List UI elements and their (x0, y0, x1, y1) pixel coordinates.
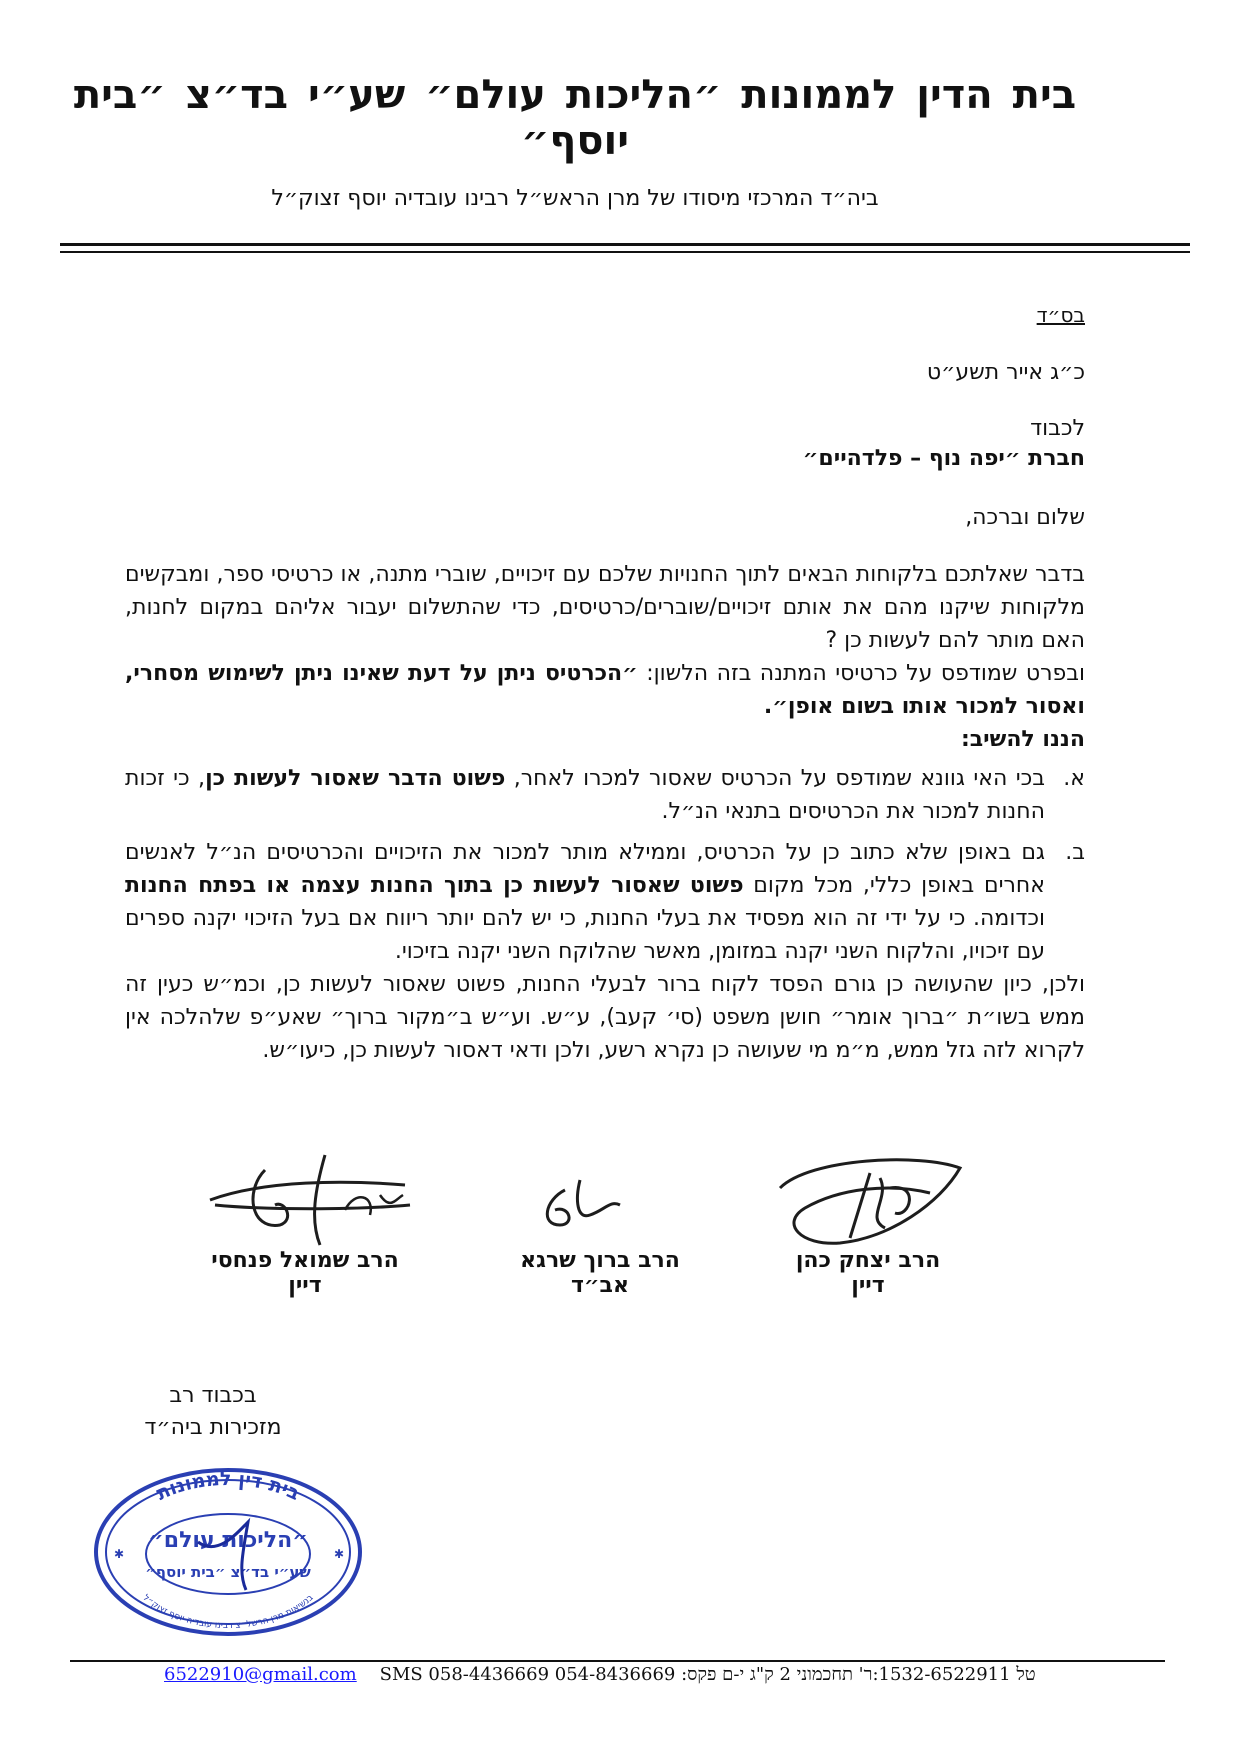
star-icon: ✱ (334, 1547, 345, 1561)
signer-name: הרב שמואל פנחסי (211, 1248, 399, 1273)
closing-block (118, 1380, 308, 1444)
court-subtitle: ביה״ד המרכזי מיסודו של מרן הראש״ל רבינו עובדיה יוסף זצוק״ל (271, 186, 879, 211)
footer-contact-details: SMS 058-4436669 054-8436669 :טל 1532-6522911:ר' תחכמוני 2 ק"ג י-ם פקס (379, 1664, 1036, 1685)
letter-date: כ״ג אייר תשע״ט (926, 360, 1085, 385)
recipient-company: חברת ״יפה נוף – פלדהיים״ (802, 446, 1085, 471)
quote-intro: ובפרט שמודפס על כרטיסי המתנה בזה הלשון: (637, 661, 1085, 686)
stamp-outer-text: בית דין לממונות (153, 1467, 304, 1505)
footer-contact (164, 1664, 1036, 1685)
greeting: שלום וברכה, (965, 505, 1085, 530)
stamp-bottom-text: בנשיאות מרן הרשל״צ רבינו עובדיה יוסף זצוק״ל (140, 1592, 316, 1632)
answers-title: הננו להשיב: (960, 727, 1085, 752)
signature-middle-scribble (535, 1170, 625, 1240)
signature-left-scribble (205, 1150, 415, 1255)
question-paragraph: בדבר שאלתכם בלקוחות הבאים לתוך החנויות שלכם עם זיכויים, שוברי מתנה, או כרטיסי ספר, ומבקשים מלקוחות שיקנו מהם את אותם זיכויים/שוברים/כרטיסים, כדי שהתשלום יעבור אליהם במקום לחנות, האם מותר להם לעשות כן ? (125, 562, 1085, 653)
quote-paragraph (125, 657, 1085, 723)
footer-divider (70, 1660, 1165, 1662)
signature-block-right (768, 1248, 968, 1298)
letter-body (125, 558, 1085, 1067)
signer-role: דיין (288, 1273, 322, 1298)
footer-email-link[interactable]: 6522910@gmail.com (164, 1664, 357, 1685)
signature-block-middle (505, 1248, 695, 1298)
recipient-label: לכבוד (1030, 416, 1085, 441)
header-divider-thin (60, 251, 1190, 253)
signer-role: אב״ד (571, 1273, 629, 1298)
stamp-lower-text: שע״י בד״צ ״בית יוסף״ (145, 1563, 311, 1581)
header-divider (60, 243, 1190, 246)
court-title: בית הדין לממונות ״הליכות עולם״ שע״י בד״צ ״בית יוסף״ (73, 72, 1077, 164)
closing-secretariat: מזכירות ביה״ד (144, 1415, 282, 1440)
signature-block-left (195, 1248, 415, 1298)
star-icon: ✱ (114, 1547, 125, 1561)
basad-mark: בס״ד (1036, 303, 1085, 327)
conclusion-paragraph: ולכן, כיון שהעושה כן גורם הפסד לקוח ברור לבעלי החנות, פשוט שאסור לעשות כן, וכמ״ש כעין זה ממש בשו״ת ״ברוך אומר״ חושן משפט (סי׳ קעב), ע״ש. וע״ש ב״מקור ברוך״ שאע״פ שלהלכה אין לקרוא לזה גזל ממש, מ״מ מי שעושה כן נקרא רשע, ולכן ודאי דאסור לעשות כן, כיעו״ש. (125, 972, 1085, 1063)
item-text: גם באופן שלא כתוב כן על הכרטיס, וממילא מותר למכור את הזיכויים והכרטיסים הנ״ל לאנשים אחרים באופן כללי, מכל מקום פשוט שאסור לעשות כן בתוך החנות עצמה או בפתח החנות וכדומה. כי על ידי זה הוא מפסיד את בעלי החנות, כי יש להם יותר ריווח אם בעל הזיכוי יקנה ספרים עם זיכויו, והלקוח השני יקנה במזומן, מאשר שהלוקח השני יקנה בזיכוי. (125, 840, 1045, 964)
signer-name: הרב יצחק כהן (795, 1248, 941, 1273)
court-stamp (88, 1462, 368, 1637)
svg-text:בית דין לממונות (153, 1468, 303, 1505)
signature-right-scribble (770, 1148, 970, 1258)
stamp-center-text: ״הליכות עולם״ (148, 1528, 308, 1553)
closing-regards: בכבוד רב (169, 1383, 257, 1408)
signer-name: הרב ברוך שרגא (520, 1248, 680, 1273)
item-text: בכי האי גוונא שמודפס על הכרטיס שאסור למכרו לאחר, פשוט הדבר שאסור לעשות כן, כי זכות החנות למכור את הכרטיסים בתנאי הנ״ל. (125, 766, 1045, 824)
item-letter: ב. (1065, 840, 1085, 865)
answer-item-b (125, 836, 1085, 968)
item-letter: א. (1063, 766, 1085, 791)
card-quote: ״הכרטיס ניתן על דעת שאינו ניתן לשימוש מסחרי, ואסור למכור אותו בשום אופן״. (125, 661, 1085, 719)
answer-item-a (125, 762, 1085, 828)
signer-role: דיין (851, 1273, 885, 1298)
